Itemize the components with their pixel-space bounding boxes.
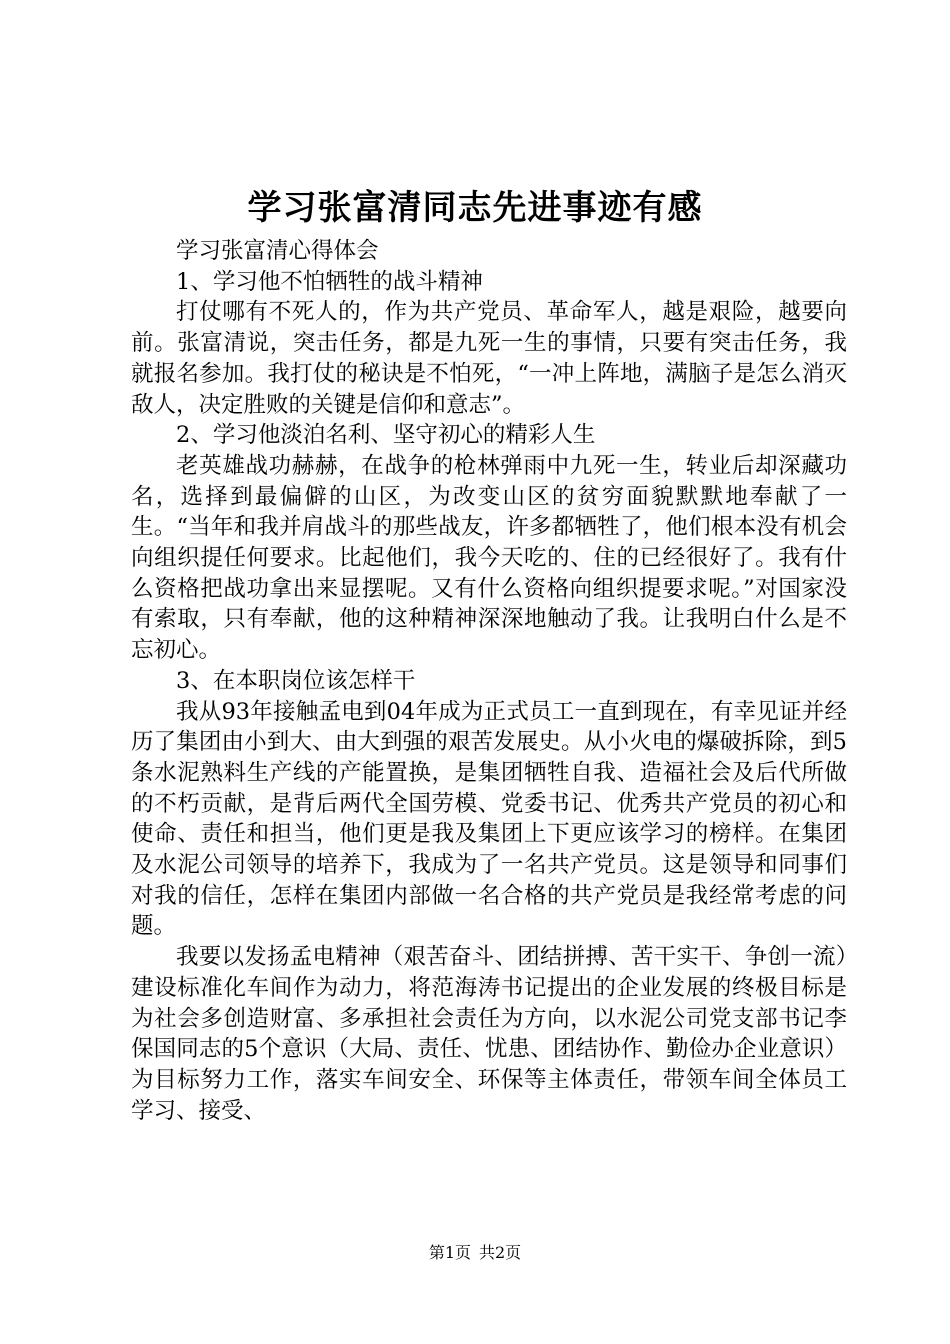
body-paragraph: 打仗哪有不死人的，作为共产党员、革命军人，越是艰险，越要向前。张富清说，突击任务，都是九死一生的事情，只要有突击任务，我就报名参加。我打仗的秘诀是不怕死，“一冲上阵地，满脑子是怎么消灭敌人，决定胜败的关键是信仰和意志”。 bbox=[131, 299, 847, 418]
page-total: 共2页 bbox=[479, 1243, 522, 1262]
section-heading-2: 2、学习他淡泊名利、坚守初心的精彩人生 bbox=[176, 422, 596, 449]
page-footer bbox=[0, 1241, 950, 1265]
body-paragraph: 老英雄战功赫赫，在战争的枪林弹雨中九死一生，转业后却深藏功名，选择到最偏僻的山区，为改变山区的贫穷面貌默默地奉献了一生。“当年和我并肩战斗的那些战友，许多都牺牲了，他们根本没有机会向组织提任何要求。比起他们，我今天吃的、住的已经很好了。我有什么资格把战功拿出来显摆呢。又有什么资格向组织提要求呢。”对国家没有索取，只有奉献，他的这种精神深深地触动了我。让我明白什么是不忘初心。 bbox=[131, 452, 847, 664]
section-heading-3: 3、在本职岗位该怎样干 bbox=[176, 667, 416, 694]
document-title: 学习张富清同志先进事迹有感 bbox=[247, 188, 703, 228]
section-heading-1: 1、学习他不怕牺牲的战斗精神 bbox=[176, 268, 483, 295]
subtitle-paragraph: 学习张富清心得体会 bbox=[176, 238, 379, 264]
page-number: 第1页 bbox=[428, 1243, 471, 1262]
document-body bbox=[131, 236, 847, 1126]
body-paragraph: 我要以发扬孟电精神（艰苦奋斗、团结拼搏、苦干实干、争创一流）建设标准化车间作为动力，将范海涛书记提出的企业发展的终极目标是为社会多创造财富、多承担社会责任为方向，以水泥公司党支部书记李保国同志的5个意识（大局、责任、忧患、团结协作、勤俭办企业意识）为目标努力工作，落实车间安全、环保等主体责任，带领车间全体员工学习、接受、 bbox=[131, 944, 847, 1124]
body-paragraph: 我从93年接触孟电到04年成为正式员工一直到现在，有幸见证并经历了集团由小到大、由大到强的艰苦发展史。从小火电的爆破拆除，到5条水泥熟料生产线的产能置换，是集团牺牲自我、造福社会及后代所做的不朽贡献，是背后两代全国劳模、党委书记、优秀共产党员的初心和使命、责任和担当，他们更是我及集团上下更应该学习的榜样。在集团及水泥公司领导的培养下，我成为了一名共产党员。这是领导和同事们对我的信任，怎样在集团内部做一名合格的共产党员是我经常考虑的问题。 bbox=[131, 698, 847, 940]
